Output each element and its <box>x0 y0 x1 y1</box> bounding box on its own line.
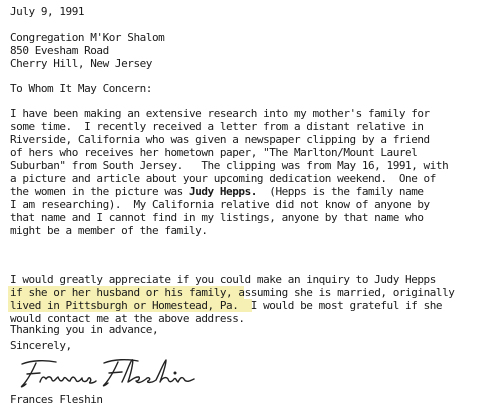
handwritten-signature <box>16 352 216 392</box>
body-line: Riverside, California who was given a newspaper clipping by a friend <box>10 133 430 146</box>
body-text: the women in the picture was <box>10 185 190 198</box>
body-line: might be a member of the family. <box>10 224 208 237</box>
highlighted-text: lived in Pittsburgh or Homestead, Pa. <box>10 299 239 312</box>
body-line <box>10 185 424 198</box>
body-line: that name and I cannot find in my listings, anyone by that name who <box>10 211 424 224</box>
bold-name: Judy Hepps. <box>189 185 257 198</box>
recipient-line: Congregation M'Kor Shalom <box>10 31 165 44</box>
body-line: of hers who receives her hometown paper, "The Marlton/Mount Laurel <box>10 146 418 159</box>
body-line: I have been making an extensive research into my mother's family for <box>10 107 430 120</box>
recipient-line: 850 Evesham Road <box>10 44 109 57</box>
body-text: assuming she is married, originally <box>232 286 455 299</box>
body-line: some time. I recently received a letter from a distant relative in <box>10 120 424 133</box>
body-line <box>10 286 454 299</box>
thanks-line: Thanking you in advance, <box>10 323 159 336</box>
highlighted-text: if she or her husband or his family, <box>10 286 233 299</box>
body-line: a picture and article about your upcoming dedication weekend. One of <box>10 172 436 185</box>
body-text: (Hepps is the family name <box>256 185 424 198</box>
closing-line: Sincerely, <box>10 339 72 352</box>
body-text: I would be most grateful if she <box>238 299 443 312</box>
body-line: I would greatly appreciate if you could make an inquiry to Judy Hepps <box>10 273 436 286</box>
body-line: Suburban" from South Jersey. The clipping was from May 16, 1991, with <box>10 159 449 172</box>
recipient-line: Cherry Hill, New Jersey <box>10 57 152 70</box>
body-line <box>10 299 442 312</box>
body-line: would contact me at the above address. <box>10 312 245 325</box>
letter-date: July 9, 1991 <box>10 5 85 18</box>
salutation: To Whom It May Concern: <box>10 82 152 95</box>
body-line: I am researching). My California relative did not know of anyone by <box>10 198 430 211</box>
typed-name: Frances Fleshin <box>10 393 103 406</box>
